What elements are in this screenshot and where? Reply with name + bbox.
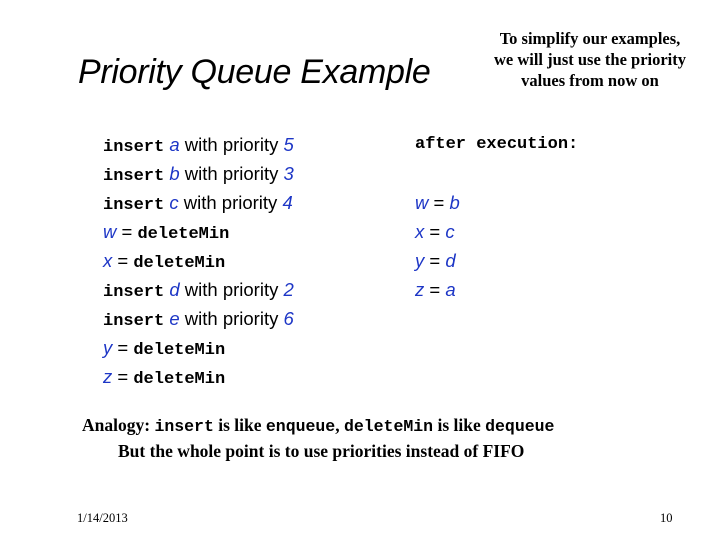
analogy-lead: Analogy: <box>82 415 155 435</box>
equals-sign: = <box>121 221 133 242</box>
analogy-dequeue-word: dequeue <box>485 417 555 436</box>
slide-title: Priority Queue Example <box>78 53 431 91</box>
equals-sign: = <box>429 221 441 242</box>
side-note-line: To simplify our examples, <box>499 29 681 48</box>
equals-sign: = <box>429 279 441 300</box>
result-variable: z <box>103 366 113 387</box>
analogy-separator: , <box>335 415 344 435</box>
with-priority-text: with priority <box>184 163 279 184</box>
equals-sign: = <box>117 366 129 387</box>
with-priority-text: with priority <box>183 192 278 213</box>
result-element: d <box>445 250 456 271</box>
priority-value: 5 <box>283 134 294 155</box>
insert-keyword: insert <box>103 138 165 157</box>
result-variable: x <box>103 250 113 271</box>
operation-line <box>103 159 294 188</box>
priority-value: 6 <box>283 308 294 329</box>
result-element: c <box>445 221 455 242</box>
analogy-line <box>82 413 554 439</box>
analogy-subline: But the whole point is to use priorities instead of FIFO <box>118 441 525 461</box>
operation-line <box>103 188 294 217</box>
priority-value: 2 <box>283 279 294 300</box>
operations-list <box>103 130 294 391</box>
priority-value: 4 <box>282 192 293 213</box>
element-name: e <box>169 308 180 329</box>
side-note <box>466 28 714 91</box>
element-name: c <box>169 192 179 213</box>
equals-sign: = <box>117 337 129 358</box>
page-number: 10 <box>660 511 673 525</box>
insert-keyword: insert <box>103 196 165 215</box>
result-variable: w <box>415 192 429 213</box>
side-note-line: we will just use the priority <box>493 50 687 69</box>
result-variable: z <box>415 279 425 300</box>
equals-sign: = <box>429 250 441 271</box>
deletemin-call: deleteMin <box>133 370 226 389</box>
equals-sign: = <box>117 250 129 271</box>
analogy-like-text: is like <box>213 415 266 435</box>
element-name: a <box>169 134 180 155</box>
result-line <box>415 217 460 246</box>
result-line <box>415 275 460 304</box>
insert-keyword: insert <box>103 312 165 331</box>
analogy-deletemin-word: deleteMin <box>343 417 434 436</box>
equals-sign: = <box>433 192 445 213</box>
insert-keyword: insert <box>103 167 165 186</box>
operation-line <box>103 217 294 246</box>
result-variable: y <box>415 250 425 271</box>
operation-line <box>103 362 294 391</box>
deletemin-call: deleteMin <box>137 225 230 244</box>
operation-line <box>103 130 294 159</box>
result-line <box>415 188 460 217</box>
result-element: b <box>449 192 460 213</box>
side-note-line: values from now on <box>521 71 659 90</box>
deletemin-call: deleteMin <box>133 341 226 360</box>
insert-keyword: insert <box>103 283 165 302</box>
results-heading: after execution: <box>415 135 579 154</box>
operation-line <box>103 304 294 333</box>
element-name: b <box>169 163 180 184</box>
analogy-enqueue-word: enqueue <box>265 417 336 436</box>
with-priority-text: with priority <box>184 279 279 300</box>
result-element: a <box>445 279 456 300</box>
results-list <box>415 188 460 304</box>
analogy-insert-word: insert <box>154 417 214 436</box>
operation-line <box>103 275 294 304</box>
result-variable: y <box>103 337 113 358</box>
result-line <box>415 246 460 275</box>
with-priority-text: with priority <box>184 308 279 329</box>
operation-line <box>103 333 294 362</box>
element-name: d <box>169 279 180 300</box>
operation-line <box>103 246 294 275</box>
priority-value: 3 <box>283 163 294 184</box>
result-variable: x <box>415 221 425 242</box>
deletemin-call: deleteMin <box>133 254 226 273</box>
with-priority-text: with priority <box>184 134 279 155</box>
analogy-like-text: is like <box>433 415 486 435</box>
result-variable: w <box>103 221 117 242</box>
footer-date: 1/14/2013 <box>77 511 128 525</box>
